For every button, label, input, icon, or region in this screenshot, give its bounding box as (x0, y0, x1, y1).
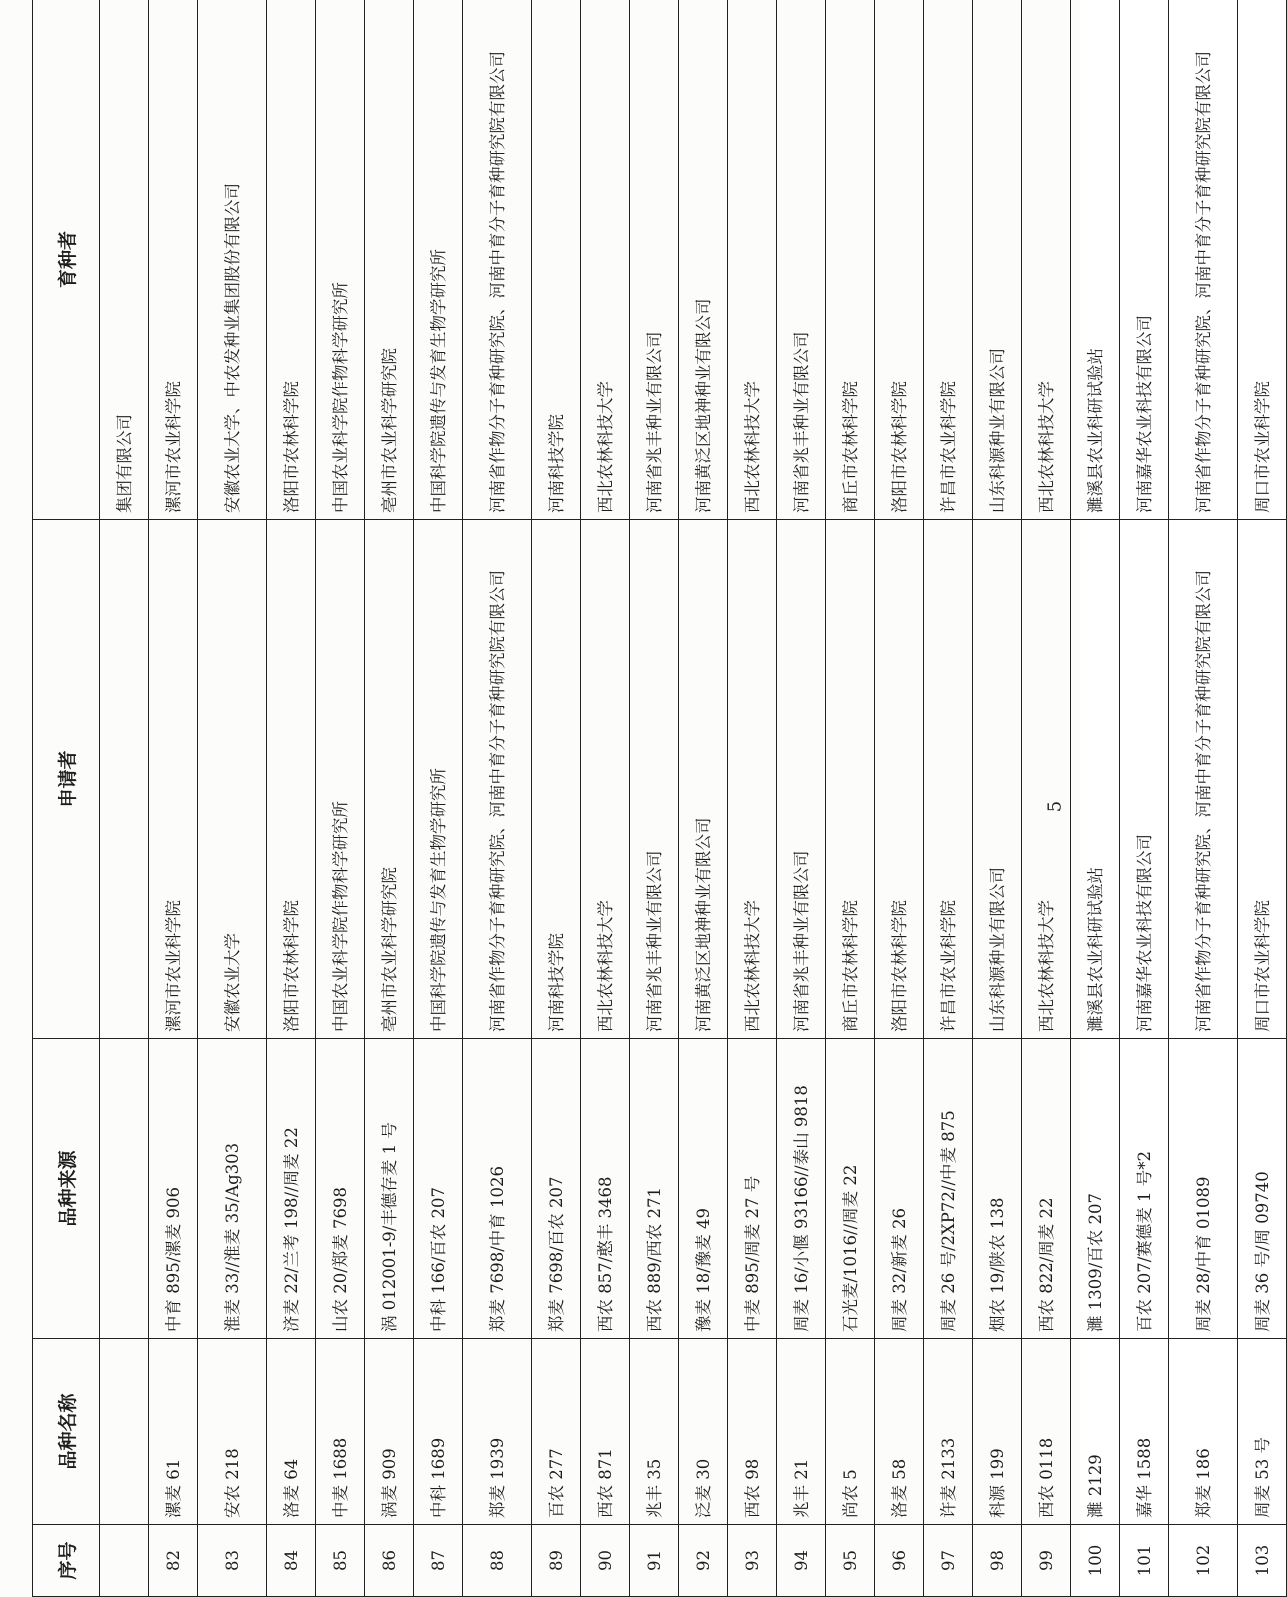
cell-source: 西农 857/憨丰 3468 (581, 1039, 630, 1339)
continued-row (100, 0, 149, 1597)
cell-name: 郑麦 1939 (463, 1339, 532, 1525)
cell-breeder: 安徽农业大学、中农发种业集团股份有限公司 (198, 0, 267, 520)
cell-applicant: 洛阳市农林科学院 (875, 520, 924, 1039)
cell-breeder: 洛阳市农林科学院 (875, 0, 924, 520)
table-row (267, 0, 316, 1597)
cell-source: 濉 1309/百农 207 (1071, 1039, 1120, 1339)
cell-source: 西农 889/西农 271 (630, 1039, 679, 1339)
cell-breeder: 河南省作物分子育种研究院、河南中育分子育种研究院有限公司 (463, 0, 532, 520)
cell-source: 周麦 32/新麦 26 (875, 1039, 924, 1339)
cell-name (100, 1339, 149, 1525)
cell-seq: 95 (826, 1525, 875, 1597)
cell-breeder: 商丘市农林科学院 (826, 0, 875, 520)
cell-source: 郑麦 7698/百农 207 (532, 1039, 581, 1339)
cell-source: 周麦 28/中育 01089 (1169, 1039, 1238, 1339)
cell-seq: 83 (198, 1525, 267, 1597)
table-row (826, 0, 875, 1597)
cell-name: 濉 2129 (1071, 1339, 1120, 1525)
variety-table (32, 0, 1287, 1597)
header-source: 品种来源 (33, 1039, 100, 1339)
cell-seq: 89 (532, 1525, 581, 1597)
cell-source (100, 1039, 149, 1339)
cell-source: 中科 166/百农 207 (414, 1039, 463, 1339)
header-applicant: 申请者 (33, 520, 100, 1039)
table-row (973, 0, 1022, 1597)
cell-breeder: 濉溪县农业科研试验站 (1071, 0, 1120, 520)
cell-name: 科源 199 (973, 1339, 1022, 1525)
cell-name: 中麦 1688 (316, 1339, 365, 1525)
cell-breeder: 中国科学院遗传与发育生物学研究所 (414, 0, 463, 520)
cell-name: 洛麦 64 (267, 1339, 316, 1525)
cell-name: 漯麦 61 (149, 1339, 198, 1525)
cell-name: 兆丰 21 (777, 1339, 826, 1525)
cell-applicant: 中国农业科学院作物科学研究所 (316, 520, 365, 1039)
cell-seq: 84 (267, 1525, 316, 1597)
table-row (316, 0, 365, 1597)
cell-applicant: 周口市农业科学院 (1238, 520, 1287, 1039)
cell-breeder: 中国农业科学院作物科学研究所 (316, 0, 365, 520)
cell-applicant: 河南省作物分子育种研究院、河南中育分子育种研究院有限公司 (463, 520, 532, 1039)
table-row (463, 0, 532, 1597)
table-row (198, 0, 267, 1597)
cell-name: 许麦 2133 (924, 1339, 973, 1525)
cell-breeder: 漯河市农业科学院 (149, 0, 198, 520)
table-row (149, 0, 198, 1597)
cell-seq: 103 (1238, 1525, 1287, 1597)
rotated-table-container (32, 0, 1272, 1597)
cell-seq: 96 (875, 1525, 924, 1597)
cell-seq: 93 (728, 1525, 777, 1597)
table-row (365, 0, 414, 1597)
cell-source: 中麦 895/周麦 27 号 (728, 1039, 777, 1339)
cell-applicant: 亳州市农业科学研究院 (365, 520, 414, 1039)
table-row (777, 0, 826, 1597)
cell-breeder: 西北农林科技大学 (1022, 0, 1071, 520)
cell-breeder: 洛阳市农林科学院 (267, 0, 316, 520)
cell-applicant: 西北农林科技大学 (1022, 520, 1071, 1039)
header-seq: 序号 (33, 1525, 100, 1597)
cell-name: 安农 218 (198, 1339, 267, 1525)
cell-applicant: 河南省作物分子育种研究院、河南中育分子育种研究院有限公司 (1169, 520, 1238, 1039)
cell-breeder: 西北农林科技大学 (581, 0, 630, 520)
cell-breeder: 河南黄泛区地神种业有限公司 (679, 0, 728, 520)
cell-breeder: 河南科技学院 (532, 0, 581, 520)
page-number: 5 (1044, 800, 1066, 813)
header-name: 品种名称 (33, 1339, 100, 1525)
table-row (924, 0, 973, 1597)
cell-seq: 99 (1022, 1525, 1071, 1597)
cell-name: 西农 98 (728, 1339, 777, 1525)
cell-breeder: 集团有限公司 (100, 0, 149, 520)
table-row (1169, 0, 1238, 1597)
cell-seq: 85 (316, 1525, 365, 1597)
table-row (1071, 0, 1120, 1597)
cell-name: 西农 871 (581, 1339, 630, 1525)
cell-name: 兆丰 35 (630, 1339, 679, 1525)
header-breeder: 育种者 (33, 0, 100, 520)
cell-seq: 90 (581, 1525, 630, 1597)
cell-source: 淮麦 33//淮麦 35/Ag303 (198, 1039, 267, 1339)
cell-breeder: 河南省作物分子育种研究院、河南中育分子育种研究院有限公司 (1169, 0, 1238, 520)
cell-seq: 82 (149, 1525, 198, 1597)
cell-seq: 98 (973, 1525, 1022, 1597)
cell-breeder: 周口市农业科学院 (1238, 0, 1287, 520)
cell-source: 烟农 19/陕农 138 (973, 1039, 1022, 1339)
cell-seq: 91 (630, 1525, 679, 1597)
cell-name: 中科 1689 (414, 1339, 463, 1525)
table-row (1238, 0, 1287, 1597)
cell-name: 百农 277 (532, 1339, 581, 1525)
table-row (875, 0, 924, 1597)
cell-source: 豫麦 18/豫麦 49 (679, 1039, 728, 1339)
cell-name: 涡麦 909 (365, 1339, 414, 1525)
cell-breeder: 许昌市农业科学院 (924, 0, 973, 520)
cell-applicant: 河南嘉华农业科技有限公司 (1120, 520, 1169, 1039)
cell-source: 西农 822/周麦 22 (1022, 1039, 1071, 1339)
cell-source: 中育 895/漯麦 906 (149, 1039, 198, 1339)
cell-name: 郑麦 186 (1169, 1339, 1238, 1525)
cell-applicant: 安徽农业大学 (198, 520, 267, 1039)
cell-applicant: 河南省兆丰种业有限公司 (630, 520, 679, 1039)
cell-seq: 88 (463, 1525, 532, 1597)
cell-breeder: 河南省兆丰种业有限公司 (630, 0, 679, 520)
cell-breeder: 河南嘉华农业科技有限公司 (1120, 0, 1169, 520)
cell-source: 石光麦/1016//周麦 22 (826, 1039, 875, 1339)
cell-name: 泛麦 30 (679, 1339, 728, 1525)
cell-applicant: 西北农林科技大学 (581, 520, 630, 1039)
cell-name: 周麦 53 号 (1238, 1339, 1287, 1525)
cell-name: 嘉华 1588 (1120, 1339, 1169, 1525)
cell-applicant: 漯河市农业科学院 (149, 520, 198, 1039)
cell-applicant: 河南黄泛区地神种业有限公司 (679, 520, 728, 1039)
cell-breeder: 亳州市农业科学研究院 (365, 0, 414, 520)
cell-source: 济麦 22/兰考 198//周麦 22 (267, 1039, 316, 1339)
cell-source: 山农 20/郑麦 7698 (316, 1039, 365, 1339)
header-row (33, 0, 100, 1597)
cell-applicant: 河南省兆丰种业有限公司 (777, 520, 826, 1039)
cell-applicant: 濉溪县农业科研试验站 (1071, 520, 1120, 1039)
cell-applicant: 河南科技学院 (532, 520, 581, 1039)
cell-seq: 100 (1071, 1525, 1120, 1597)
cell-breeder: 山东科源种业有限公司 (973, 0, 1022, 520)
cell-source: 周麦 36 号/周 09740 (1238, 1039, 1287, 1339)
cell-applicant: 中国科学院遗传与发育生物学研究所 (414, 520, 463, 1039)
cell-source: 涡 012001-9/丰德存麦 1 号 (365, 1039, 414, 1339)
cell-source: 百农 207/赛德麦 1 号*2 (1120, 1039, 1169, 1339)
cell-source: 周麦 16/小偃 93166//泰山 9818 (777, 1039, 826, 1339)
table-row (532, 0, 581, 1597)
cell-applicant: 洛阳市农林科学院 (267, 520, 316, 1039)
cell-name: 尚农 5 (826, 1339, 875, 1525)
cell-seq: 92 (679, 1525, 728, 1597)
cell-applicant (100, 520, 149, 1039)
cell-applicant: 西北农林科技大学 (728, 520, 777, 1039)
cell-source: 郑麦 7698/中育 1026 (463, 1039, 532, 1339)
cell-applicant: 商丘市农林科学院 (826, 520, 875, 1039)
cell-breeder: 西北农林科技大学 (728, 0, 777, 520)
table-row (1120, 0, 1169, 1597)
table-row (581, 0, 630, 1597)
cell-seq: 87 (414, 1525, 463, 1597)
cell-name: 西农 0118 (1022, 1339, 1071, 1525)
table-row (679, 0, 728, 1597)
table-row (414, 0, 463, 1597)
cell-source: 周麦 26 号/2XP72//中麦 875 (924, 1039, 973, 1339)
cell-applicant: 山东科源种业有限公司 (973, 520, 1022, 1039)
cell-seq: 94 (777, 1525, 826, 1597)
cell-seq (100, 1525, 149, 1597)
cell-seq: 97 (924, 1525, 973, 1597)
cell-name: 洛麦 58 (875, 1339, 924, 1525)
table-row (630, 0, 679, 1597)
table-row (728, 0, 777, 1597)
cell-seq: 102 (1169, 1525, 1238, 1597)
cell-seq: 101 (1120, 1525, 1169, 1597)
cell-applicant: 许昌市农业科学院 (924, 520, 973, 1039)
cell-seq: 86 (365, 1525, 414, 1597)
cell-breeder: 河南省兆丰种业有限公司 (777, 0, 826, 520)
